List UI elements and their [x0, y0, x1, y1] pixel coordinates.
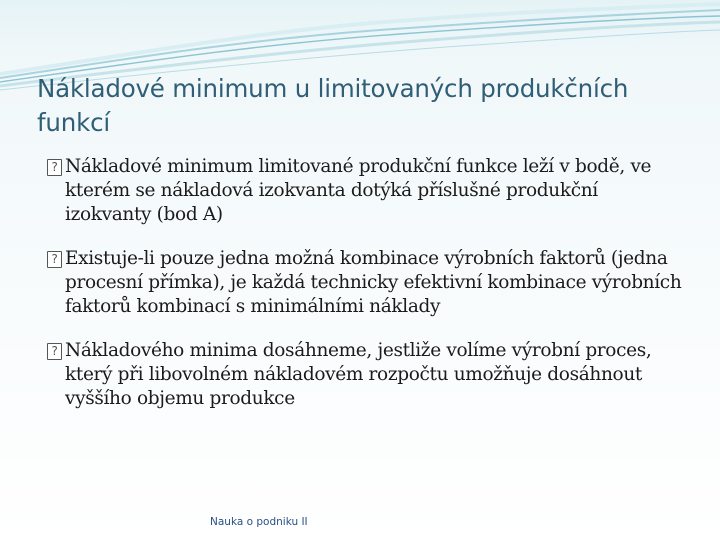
missing-glyph-box-icon	[47, 159, 62, 176]
bullet-text: Nákladové minimum limitované produkční funkce leží v bodě, ve kterém se nákladová izokvanta dotýká příslušné produkční izokvanty (bod A)	[65, 156, 652, 225]
bullet-item	[47, 339, 687, 411]
bullet-item	[47, 247, 687, 319]
slide-title: Nákladové minimum u limitovaných produkčních funkcí	[37, 74, 629, 137]
missing-glyph-box-icon	[47, 343, 62, 360]
slide-footer: Nauka o podniku II	[210, 516, 308, 528]
bullet-text: Nákladového minima dosáhneme, jestliže volíme výrobní proces, který při libovolném nákladovém rozpočtu umožňuje dosáhnout vyššího objemu produkce	[65, 340, 652, 409]
bullet-list	[47, 155, 687, 411]
missing-glyph-box-icon	[47, 251, 62, 268]
bullet-item	[47, 155, 687, 227]
bullet-text: Existuje-li pouze jedna možná kombinace výrobních faktorů (jedna procesní přímka), je každá technicky efektivní kombinace výrobních faktorů kombinací s minimálními náklady	[65, 248, 682, 317]
